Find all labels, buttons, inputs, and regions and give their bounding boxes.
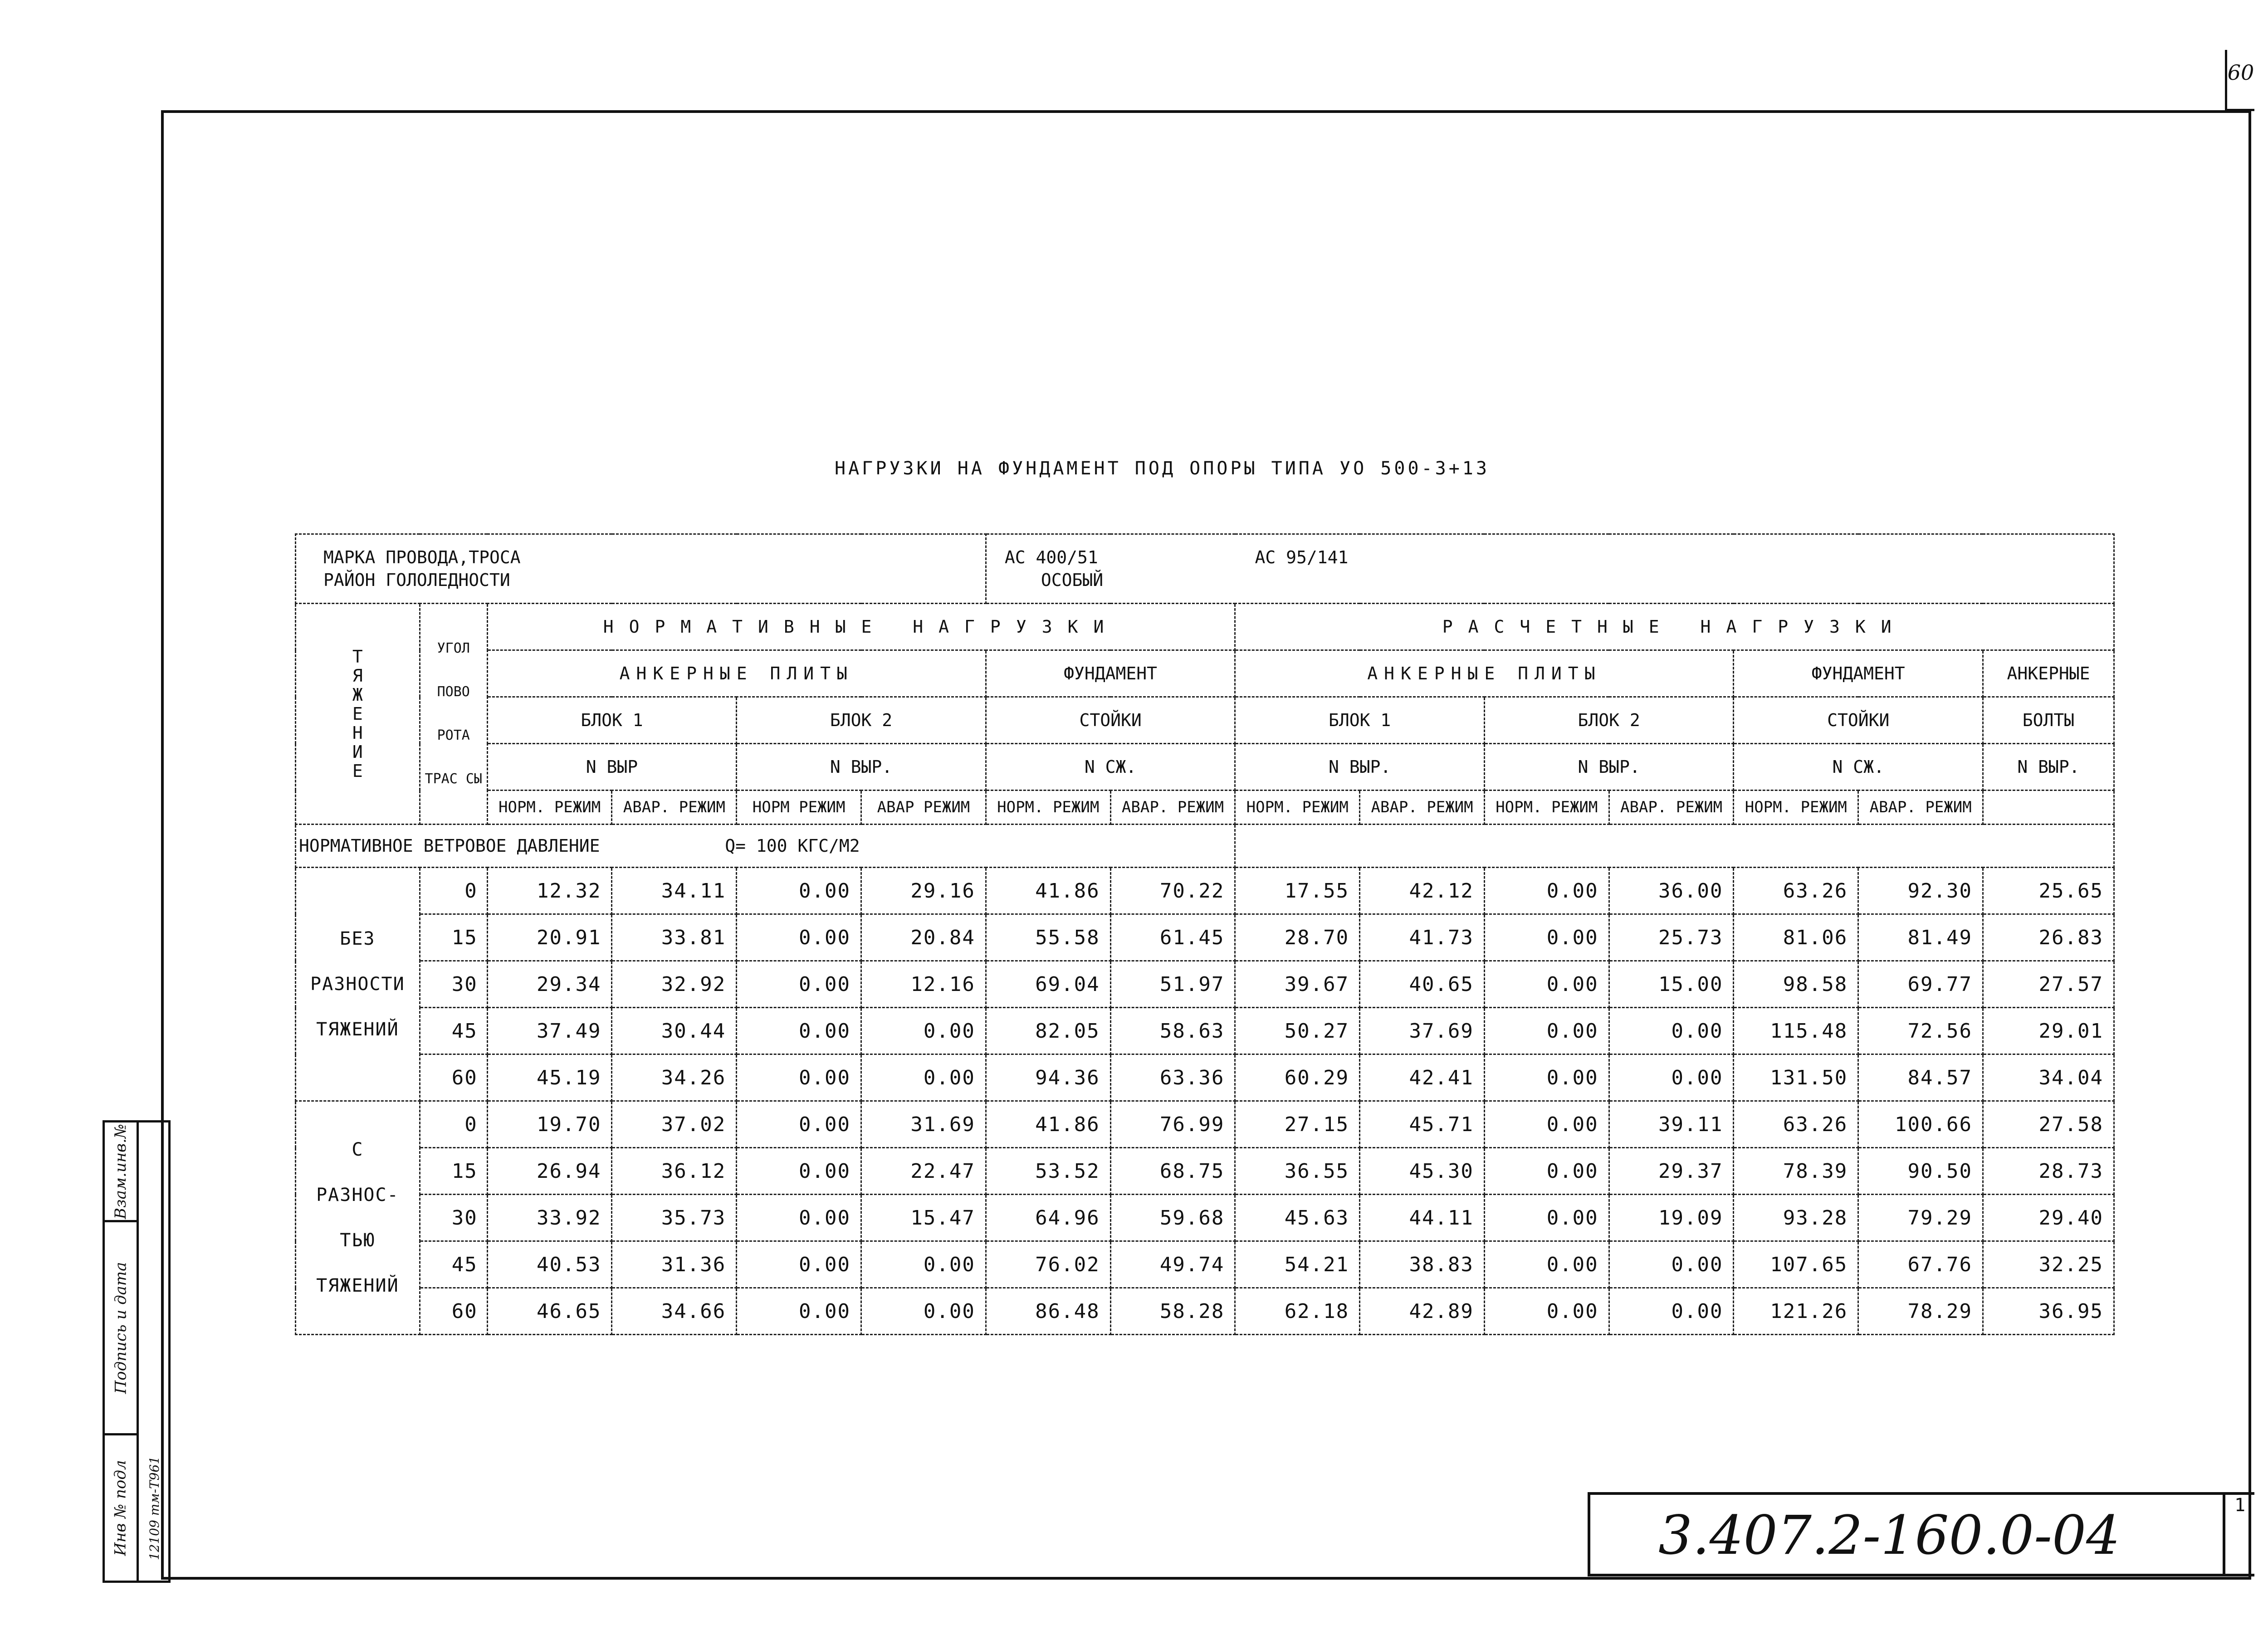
- value-cell: 36.12: [612, 1148, 737, 1195]
- value-cell: 39.11: [1609, 1101, 1734, 1148]
- value-cell: 78.39: [1734, 1148, 1858, 1195]
- table-row: [296, 1054, 2114, 1101]
- design-anchor-plates-header: АНКЕРНЫЕ ПЛИТЫ: [1235, 650, 1734, 697]
- value-cell: 36.55: [1235, 1148, 1360, 1195]
- mode-norm: НОРМ. РЕЖИМ: [1235, 791, 1360, 825]
- value-cell: 22.47: [861, 1148, 986, 1195]
- value-cell: 31.69: [861, 1101, 986, 1148]
- angle-cell: 0: [420, 868, 487, 914]
- design-posts-force: N СЖ.: [1734, 744, 1983, 791]
- ice-region: ОСОБЫЙ: [1041, 570, 1104, 590]
- value-cell: 53.52: [986, 1148, 1110, 1195]
- loads-table: [295, 533, 2115, 1335]
- inv-number-label: Инв № подл: [112, 1460, 130, 1556]
- meta-values: [986, 534, 2114, 604]
- header-row-3: [296, 697, 2114, 744]
- norm-posts-header: СТОЙКИ: [986, 697, 1235, 744]
- value-cell: 45.63: [1235, 1195, 1360, 1241]
- wind-pressure-label: НОРМАТИВНОЕ ВЕТРОВОЕ ДАВЛЕНИЕ Q= 100 КГС/М2: [296, 825, 1235, 868]
- table-row: [296, 914, 2114, 961]
- table-row: [296, 868, 2114, 914]
- title-block: [1588, 1492, 2254, 1576]
- tension-group-label: БЕЗ РАЗНОСТИ ТЯЖЕНИЙ: [296, 868, 420, 1101]
- group-with-tension-difference: [296, 1101, 2114, 1335]
- value-cell: 0.00: [861, 1288, 986, 1335]
- value-cell: 0.00: [861, 1054, 986, 1101]
- value-cell: 29.34: [487, 961, 612, 1008]
- value-cell: 0.00: [737, 1241, 861, 1288]
- value-cell: 68.75: [1110, 1148, 1235, 1195]
- value-cell: 45.30: [1360, 1148, 1485, 1195]
- value-cell: 12.16: [861, 961, 986, 1008]
- value-cell: 35.73: [612, 1195, 737, 1241]
- bolts-force: N ВЫР.: [1983, 744, 2114, 791]
- value-cell: 58.28: [1110, 1288, 1235, 1335]
- angle-cell: 45: [420, 1008, 487, 1054]
- design-block2-force: N ВЫР.: [1484, 744, 1734, 791]
- value-cell: 28.70: [1235, 914, 1360, 961]
- table-row: [296, 961, 2114, 1008]
- table-row: [296, 1241, 2114, 1288]
- mode-norm: НОРМ. РЕЖИМ: [487, 791, 612, 825]
- sheet-number: 1: [2223, 1495, 2254, 1576]
- value-cell: 78.29: [1858, 1288, 1983, 1335]
- angle-cell: 30: [420, 1195, 487, 1241]
- value-cell: 0.00: [737, 1288, 861, 1335]
- side-stamp-labels: [105, 1122, 139, 1581]
- norm-block2-force: N ВЫР.: [737, 744, 986, 791]
- value-cell: 0.00: [1484, 1148, 1609, 1195]
- value-cell: 32.92: [612, 961, 737, 1008]
- norm-foundation-header: ФУНДАМЕНТ: [986, 650, 1235, 697]
- value-cell: 15.47: [861, 1195, 986, 1241]
- norm-block1-force: N ВЫР: [487, 744, 737, 791]
- cable-grade: АС 95/141: [1255, 547, 1349, 567]
- value-cell: 34.11: [612, 868, 737, 914]
- document-code: 3.407.2-160.0-04: [1658, 1504, 2121, 1566]
- value-cell: 19.70: [487, 1101, 612, 1148]
- angle-cell: 60: [420, 1054, 487, 1101]
- value-cell: 31.36: [612, 1241, 737, 1288]
- tension-group-label: С РАЗНОС- ТЬЮ ТЯЖЕНИЙ: [296, 1101, 420, 1335]
- value-cell: 45.19: [487, 1054, 612, 1101]
- table-row: [296, 1148, 2114, 1195]
- table-row: [296, 1008, 2114, 1054]
- value-cell: 44.11: [1360, 1195, 1485, 1241]
- value-cell: 93.28: [1734, 1195, 1858, 1241]
- header-row-2: [296, 650, 2114, 697]
- angle-header: УГОЛ ПОВО РОТА ТРАС СЫ: [420, 604, 487, 825]
- design-foundation-header: ФУНДАМЕНТ: [1734, 650, 1983, 697]
- value-cell: 81.06: [1734, 914, 1858, 961]
- mode-norm: НОРМ РЕЖИМ: [737, 791, 861, 825]
- value-cell: 55.58: [986, 914, 1110, 961]
- mode-avar: АВАР. РЕЖИМ: [1858, 791, 1983, 825]
- value-cell: 25.73: [1609, 914, 1734, 961]
- value-cell: 61.45: [1110, 914, 1235, 961]
- mode-norm: НОРМ. РЕЖИМ: [1484, 791, 1609, 825]
- value-cell: 32.25: [1983, 1241, 2114, 1288]
- page-number: 60: [2225, 50, 2254, 111]
- value-cell: 79.29: [1858, 1195, 1983, 1241]
- value-cell: 69.77: [1858, 961, 1983, 1008]
- value-cell: 63.36: [1110, 1054, 1235, 1101]
- value-cell: 0.00: [737, 1101, 861, 1148]
- header-row-1: [296, 604, 2114, 650]
- value-cell: 0.00: [1609, 1008, 1734, 1054]
- design-block1-header: БЛОК 1: [1235, 697, 1485, 744]
- group-no-tension-difference: [296, 868, 2114, 1101]
- inv-number-value: 12109 тм-Т961: [147, 1456, 162, 1560]
- value-cell: 41.86: [986, 1101, 1110, 1148]
- value-cell: 0.00: [1484, 1101, 1609, 1148]
- value-cell: 0.00: [1609, 1241, 1734, 1288]
- value-cell: 131.50: [1734, 1054, 1858, 1101]
- table-row: [296, 1288, 2114, 1335]
- value-cell: 0.00: [737, 1148, 861, 1195]
- value-cell: 34.66: [612, 1288, 737, 1335]
- angle-cell: 30: [420, 961, 487, 1008]
- value-cell: 92.30: [1858, 868, 1983, 914]
- value-cell: 12.32: [487, 868, 612, 914]
- mode-avar: АВАР. РЕЖИМ: [1110, 791, 1235, 825]
- wind-pressure-value: Q= 100 КГС/М2: [725, 836, 860, 856]
- value-cell: 0.00: [1484, 961, 1609, 1008]
- mode-avar: АВАР РЕЖИМ: [861, 791, 986, 825]
- value-cell: 25.65: [1983, 868, 2114, 914]
- value-cell: 90.50: [1858, 1148, 1983, 1195]
- value-cell: 34.04: [1983, 1054, 2114, 1101]
- angle-cell: 60: [420, 1288, 487, 1335]
- value-cell: 0.00: [1484, 1195, 1609, 1241]
- value-cell: 64.96: [986, 1195, 1110, 1241]
- replace-inv-label: Взам.инв.№: [105, 1122, 137, 1222]
- value-cell: 121.26: [1734, 1288, 1858, 1335]
- value-cell: 20.91: [487, 914, 612, 961]
- value-cell: 37.49: [487, 1008, 612, 1054]
- value-cell: 0.00: [737, 868, 861, 914]
- value-cell: 0.00: [737, 1195, 861, 1241]
- mode-norm: НОРМ. РЕЖИМ: [1734, 791, 1858, 825]
- value-cell: 0.00: [861, 1241, 986, 1288]
- value-cell: 69.04: [986, 961, 1110, 1008]
- value-cell: 33.81: [612, 914, 737, 961]
- value-cell: 51.97: [1110, 961, 1235, 1008]
- bolts-header: БОЛТЫ: [1983, 697, 2114, 744]
- normative-header: НОРМАТИВНЫЕ НАГРУЗКИ: [487, 604, 1235, 650]
- header-row-4: [296, 744, 2114, 791]
- value-cell: 29.01: [1983, 1008, 2114, 1054]
- value-cell: 59.68: [1110, 1195, 1235, 1241]
- value-cell: 41.73: [1360, 914, 1485, 961]
- value-cell: 0.00: [737, 914, 861, 961]
- norm-block1-header: БЛОК 1: [487, 697, 737, 744]
- value-cell: 115.48: [1734, 1008, 1858, 1054]
- value-cell: 26.94: [487, 1148, 612, 1195]
- angle-cell: 15: [420, 1148, 487, 1195]
- value-cell: 17.55: [1235, 868, 1360, 914]
- table-row: [296, 1195, 2114, 1241]
- value-cell: 26.83: [1983, 914, 2114, 961]
- norm-anchor-plates-header: АНКЕРНЫЕ ПЛИТЫ: [487, 650, 986, 697]
- side-stamp-values: [139, 1122, 171, 1581]
- value-cell: 81.49: [1858, 914, 1983, 961]
- value-cell: 15.00: [1609, 961, 1734, 1008]
- value-cell: 42.12: [1360, 868, 1485, 914]
- header-row-5: [296, 791, 2114, 825]
- mode-avar: АВАР. РЕЖИМ: [612, 791, 737, 825]
- value-cell: 36.00: [1609, 868, 1734, 914]
- value-cell: 19.09: [1609, 1195, 1734, 1241]
- table-title: НАГРУЗКИ НА ФУНДАМЕНТ ПОД ОПОРЫ ТИПА УО 500-3+13: [835, 458, 1490, 479]
- value-cell: 0.00: [1609, 1288, 1734, 1335]
- mode-norm: НОРМ. РЕЖИМ: [986, 791, 1110, 825]
- value-cell: 76.02: [986, 1241, 1110, 1288]
- value-cell: 29.16: [861, 868, 986, 914]
- design-block1-force: N ВЫР.: [1235, 744, 1485, 791]
- side-stamp: [103, 1120, 171, 1583]
- value-cell: 33.92: [487, 1195, 612, 1241]
- mode-empty: [1983, 791, 2114, 825]
- norm-block2-header: БЛОК 2: [737, 697, 986, 744]
- value-cell: 86.48: [986, 1288, 1110, 1335]
- value-cell: 42.89: [1360, 1288, 1485, 1335]
- value-cell: 41.86: [986, 868, 1110, 914]
- mode-avar: АВАР. РЕЖИМ: [1609, 791, 1734, 825]
- value-cell: 76.99: [1110, 1101, 1235, 1148]
- value-cell: 0.00: [1484, 914, 1609, 961]
- value-cell: 94.36: [986, 1054, 1110, 1101]
- value-cell: 98.58: [1734, 961, 1858, 1008]
- wire-grade: АС 400/51: [1004, 547, 1098, 567]
- norm-posts-force: N СЖ.: [986, 744, 1235, 791]
- value-cell: 37.69: [1360, 1008, 1485, 1054]
- value-cell: 27.58: [1983, 1101, 2114, 1148]
- mode-avar: АВАР. РЕЖИМ: [1360, 791, 1485, 825]
- value-cell: 63.26: [1734, 1101, 1858, 1148]
- value-cell: 37.02: [612, 1101, 737, 1148]
- value-cell: 67.76: [1858, 1241, 1983, 1288]
- value-cell: 39.67: [1235, 961, 1360, 1008]
- angle-cell: 0: [420, 1101, 487, 1148]
- meta-line-wire: МАРКА ПРОВОДА,ТРОСА: [323, 547, 521, 567]
- value-cell: 0.00: [861, 1008, 986, 1054]
- value-cell: 50.27: [1235, 1008, 1360, 1054]
- value-cell: 30.44: [612, 1008, 737, 1054]
- value-cell: 60.29: [1235, 1054, 1360, 1101]
- sign-date-label: Подпись и дата: [105, 1222, 137, 1435]
- value-cell: 27.15: [1235, 1101, 1360, 1148]
- meta-labels: [296, 534, 986, 604]
- tension-header: Т Я Ж Е Н И Е: [296, 604, 420, 825]
- anchor-bolts-header: АНКЕРНЫЕ: [1983, 650, 2114, 697]
- value-cell: 29.40: [1983, 1195, 2114, 1241]
- value-cell: 40.65: [1360, 961, 1485, 1008]
- value-cell: 84.57: [1858, 1054, 1983, 1101]
- value-cell: 36.95: [1983, 1288, 2114, 1335]
- value-cell: 54.21: [1235, 1241, 1360, 1288]
- value-cell: 40.53: [487, 1241, 612, 1288]
- value-cell: 29.37: [1609, 1148, 1734, 1195]
- value-cell: 63.26: [1734, 868, 1858, 914]
- value-cell: 46.65: [487, 1288, 612, 1335]
- value-cell: 107.65: [1734, 1241, 1858, 1288]
- design-posts-header: СТОЙКИ: [1734, 697, 1983, 744]
- angle-cell: 15: [420, 914, 487, 961]
- value-cell: 100.66: [1858, 1101, 1983, 1148]
- meta-row: [296, 534, 2114, 604]
- table-row: [296, 1101, 2114, 1148]
- value-cell: 28.73: [1983, 1148, 2114, 1195]
- value-cell: 34.26: [612, 1054, 737, 1101]
- value-cell: 0.00: [1609, 1054, 1734, 1101]
- angle-cell: 45: [420, 1241, 487, 1288]
- value-cell: 0.00: [737, 1008, 861, 1054]
- value-cell: 0.00: [737, 961, 861, 1008]
- value-cell: 42.41: [1360, 1054, 1485, 1101]
- value-cell: 27.57: [1983, 961, 2114, 1008]
- wind-pressure-row: [296, 825, 2114, 868]
- value-cell: 82.05: [986, 1008, 1110, 1054]
- value-cell: 0.00: [1484, 1288, 1609, 1335]
- value-cell: 20.84: [861, 914, 986, 961]
- value-cell: 70.22: [1110, 868, 1235, 914]
- value-cell: 45.71: [1360, 1101, 1485, 1148]
- value-cell: 49.74: [1110, 1241, 1235, 1288]
- value-cell: 38.83: [1360, 1241, 1485, 1288]
- value-cell: 72.56: [1858, 1008, 1983, 1054]
- design-block2-header: БЛОК 2: [1484, 697, 1734, 744]
- value-cell: 0.00: [1484, 868, 1609, 914]
- value-cell: 0.00: [1484, 1008, 1609, 1054]
- value-cell: 0.00: [737, 1054, 861, 1101]
- meta-line-region: РАЙОН ГОЛОЛЕДНОСТИ: [323, 570, 510, 590]
- design-header: РАСЧЕТНЫЕ НАГРУЗКИ: [1235, 604, 2114, 650]
- value-cell: 62.18: [1235, 1288, 1360, 1335]
- value-cell: 0.00: [1484, 1054, 1609, 1101]
- value-cell: 0.00: [1484, 1241, 1609, 1288]
- value-cell: 58.63: [1110, 1008, 1235, 1054]
